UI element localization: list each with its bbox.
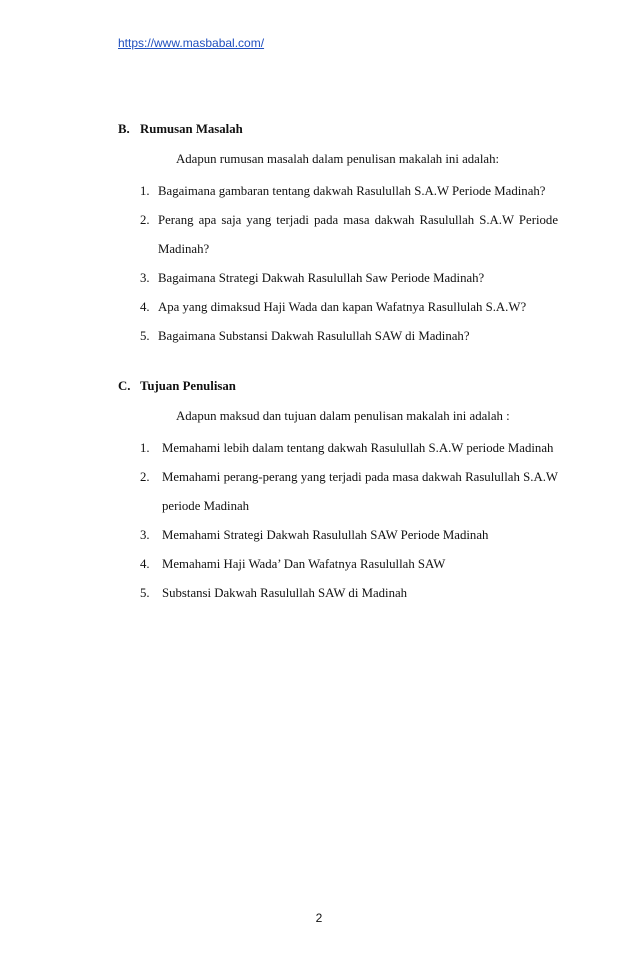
list-number: 4. [140,300,150,314]
page-number: 2 [315,911,323,925]
list-number: 2. [140,470,150,484]
section-intro: Adapun maksud dan tujuan dalam penulisan makalah ini adalah : [176,409,510,423]
list-number: 5. [140,329,150,343]
section-rumusan-masalah [118,119,558,351]
section-title: Rumusan Masalah [140,122,243,136]
section-title: Tujuan Penulisan [140,379,236,393]
list-text: Apa yang dimaksud Haji Wada dan kapan Wafatnya Rasullulah S.A.W? [158,300,527,314]
list-item [118,521,558,550]
section-intro: Adapun rumusan masalah dalam penulisan makalah ini adalah: [176,152,500,166]
list-number: 2. [140,213,150,227]
list-text: Memahami Strategi Dakwah Rasulullah SAW Periode Madinah [162,528,489,542]
list-item [118,463,558,521]
list-text: Bagaimana gambaran tentang dakwah Rasulullah S.A.W Periode Madinah? [158,184,546,198]
list-text: Memahami lebih dalam tentang dakwah Rasulullah S.A.W periode Madinah [162,441,554,455]
list-number: 3. [140,271,150,285]
list-item [118,322,558,351]
list-item [118,206,558,264]
list-item [118,264,558,293]
list-text: Substansi Dakwah Rasulullah SAW di Madinah [162,586,408,600]
list-item [118,550,558,579]
list-item [118,579,558,608]
list-item [118,434,558,463]
list-number: 1. [140,441,150,455]
section-heading [118,376,558,396]
list-item [118,293,558,322]
section-letter: B. [118,122,130,136]
section-tujuan-penulisan [118,376,558,608]
list-text: Bagaimana Substansi Dakwah Rasulullah SAW di Madinah? [158,329,470,343]
list-number: 3. [140,528,150,542]
numbered-list [118,434,558,608]
list-item [118,177,558,206]
section-letter: C. [118,379,131,393]
section-heading [118,119,558,139]
list-number: 1. [140,184,150,198]
list-text: Perang apa saja yang terjadi pada masa dakwah Rasulullah S.A.W Periode Madinah? [158,213,558,256]
numbered-list [118,177,558,351]
list-number: 4. [140,557,150,571]
list-number: 5. [140,586,150,600]
list-text: Memahami perang-perang yang terjadi pada masa dakwah Rasulullah S.A.W periode Madinah [162,470,558,513]
list-text: Bagaimana Strategi Dakwah Rasulullah Saw Periode Madinah? [158,271,485,285]
header-url-link[interactable]: https://www.masbabal.com/ [118,36,265,50]
list-text: Memahami Haji Wada’ Dan Wafatnya Rasulullah SAW [162,557,446,571]
